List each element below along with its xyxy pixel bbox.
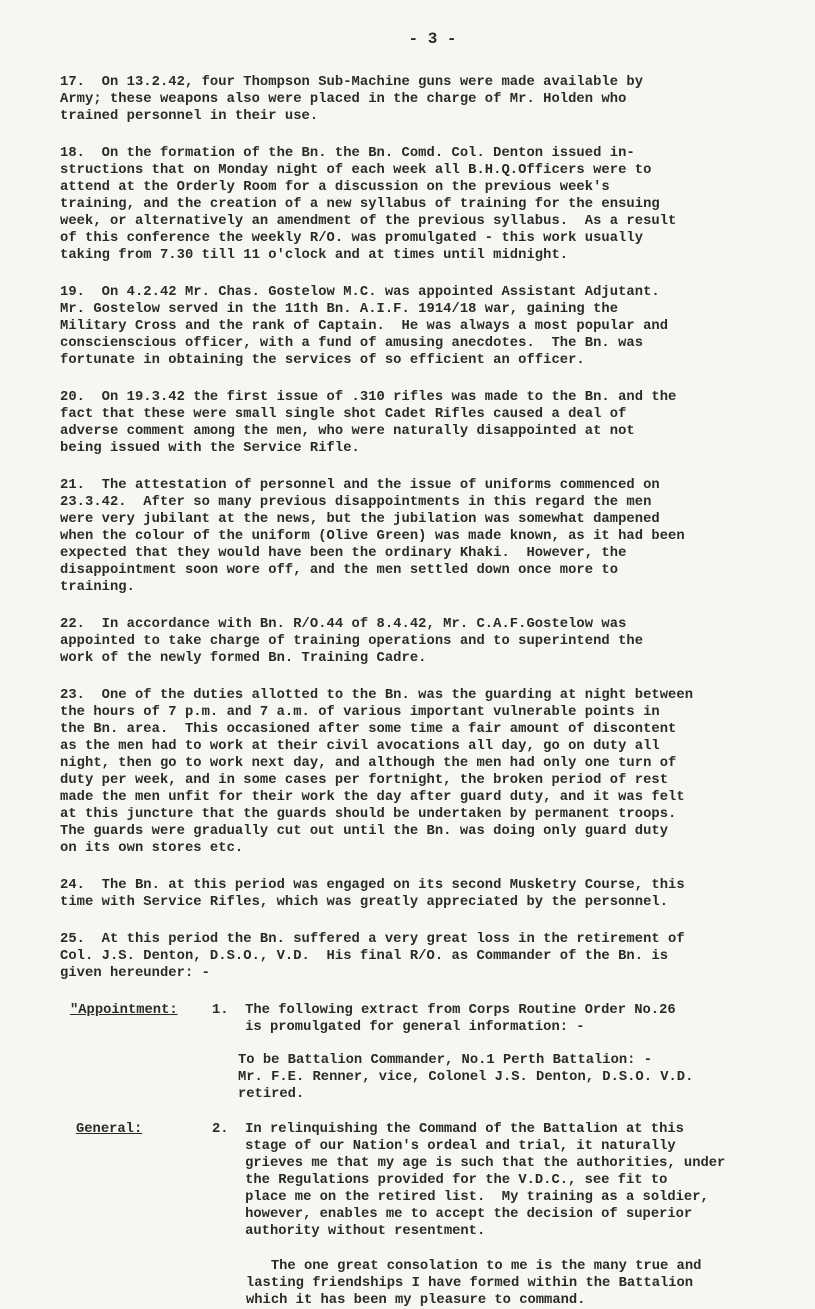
appointment-heading: "Appointment: (70, 1003, 178, 1018)
closing-paragraph: The one great consolation to me is the many true and lasting friendships I have formed within the Battalion which it has been my pleasure to command. (246, 1259, 702, 1308)
paragraph-25: 25. At this period the Bn. suffered a very great loss in the retirement of Col. J.S. Denton, D.S.O., V.D. His final R/O. as Commander of the Bn. is given hereunder: - (60, 932, 685, 981)
general-heading: General: (76, 1122, 143, 1137)
appointment-section (70, 1002, 775, 1036)
appointment-text: 1. The following extract from Corps Routine Order No.26 is promulgated for general information: - (212, 1003, 676, 1035)
paragraph-17: 17. On 13.2.42, four Thompson Sub-Machine guns were made available by Army; these weapons also were placed in the charge of Mr. Holden who trained personnel in their use. (60, 75, 644, 124)
paragraph-23: 23. One of the duties allotted to the Bn. was the guarding at night between the hours of 7 p.m. and 7 a.m. of various important vulnerable points in the Bn. area. This occasioned after some time a fair amount of discontent as the men had to work at their civil avocations all day, go on duty all night, then go to work next day, and although the men had only one turn of duty per week, and in some cases per fortnight, the broken period of rest made the men unfit for their work the day after guard duty, and it was felt at this juncture that the guards should be undertaken by permanent troops. The guards were gradually cut out until the Bn. was doing only guard duty on its own stores etc. (60, 688, 694, 856)
general-text: 2. In relinquishing the Command of the Battalion at this stage of our Nation's ordeal and trial, it naturally grieves me that my age is such that the authorities, under the Regulations provided for the V.D.C., see fit to place me on the retired list. My training as a soldier, however, enables me to accept the decision of superior authority without resentment. (212, 1122, 726, 1239)
paragraph-19: 19. On 4.2.42 Mr. Chas. Gostelow M.C. was appointed Assistant Adjutant. Mr. Gostelow served in the 11th Bn. A.I.F. 1914/18 war, gaining the Military Cross and the rank of Captain. He was always a most popular and conscienscious officer, with a fund of amusing anecdotes. The Bn. was fortunate in obtaining the services of so efficient an officer. (60, 285, 669, 368)
paragraph-24: 24. The Bn. at this period was engaged on its second Musketry Course, this time with Service Rifles, which was greatly appreciated by the personnel. (60, 878, 685, 910)
general-section (76, 1121, 775, 1240)
appointment-detail: To be Battalion Commander, No.1 Perth Battalion: - Mr. F.E. Renner, vice, Colonel J.S. Denton, D.S.O. V.D. retired. (238, 1053, 694, 1102)
paragraph-18: 18. On the formation of the Bn. the Bn. Comd. Col. Denton issued in- structions that on Monday night of each week all B.H.Q.Officers were to attend at the Orderly Room for a discussion on the previous week's training, and the creation of a new syllabus of training for the ensuing week, or alternatively an amendment of the previous syllabus. As a result of this conference the weekly R/O. was promulgated - this work usually taking from 7.30 till 11 o'clock and at times until midnight. (60, 146, 677, 263)
paragraph-22: 22. In accordance with Bn. R/O.44 of 8.4.42, Mr. C.A.F.Gostelow was appointed to take charge of training operations and to superintend the work of the newly formed Bn. Training Cadre. (60, 617, 644, 666)
page-number: - 3 - (408, 30, 457, 48)
paragraph-20: 20. On 19.3.42 the first issue of .310 rifles was made to the Bn. and the fact that these were small single shot Cadet Rifles caused a deal of adverse comment among the men, who were naturally disappointed at not being issued with the Service Rifle. (60, 390, 677, 456)
paragraph-21: 21. The attestation of personnel and the issue of uniforms commenced on 23.3.42. After so many previous disappointments in this regard the men were very jubilant at the news, but the jubilation was somewhat dampened when the colour of the uniform (Olive Green) was made known, as it had been expected that they would have been the ordinary Khaki. However, the disappointment soon wore off, and the men settled down once more to training. (60, 478, 685, 595)
routine-order (70, 1002, 775, 1309)
